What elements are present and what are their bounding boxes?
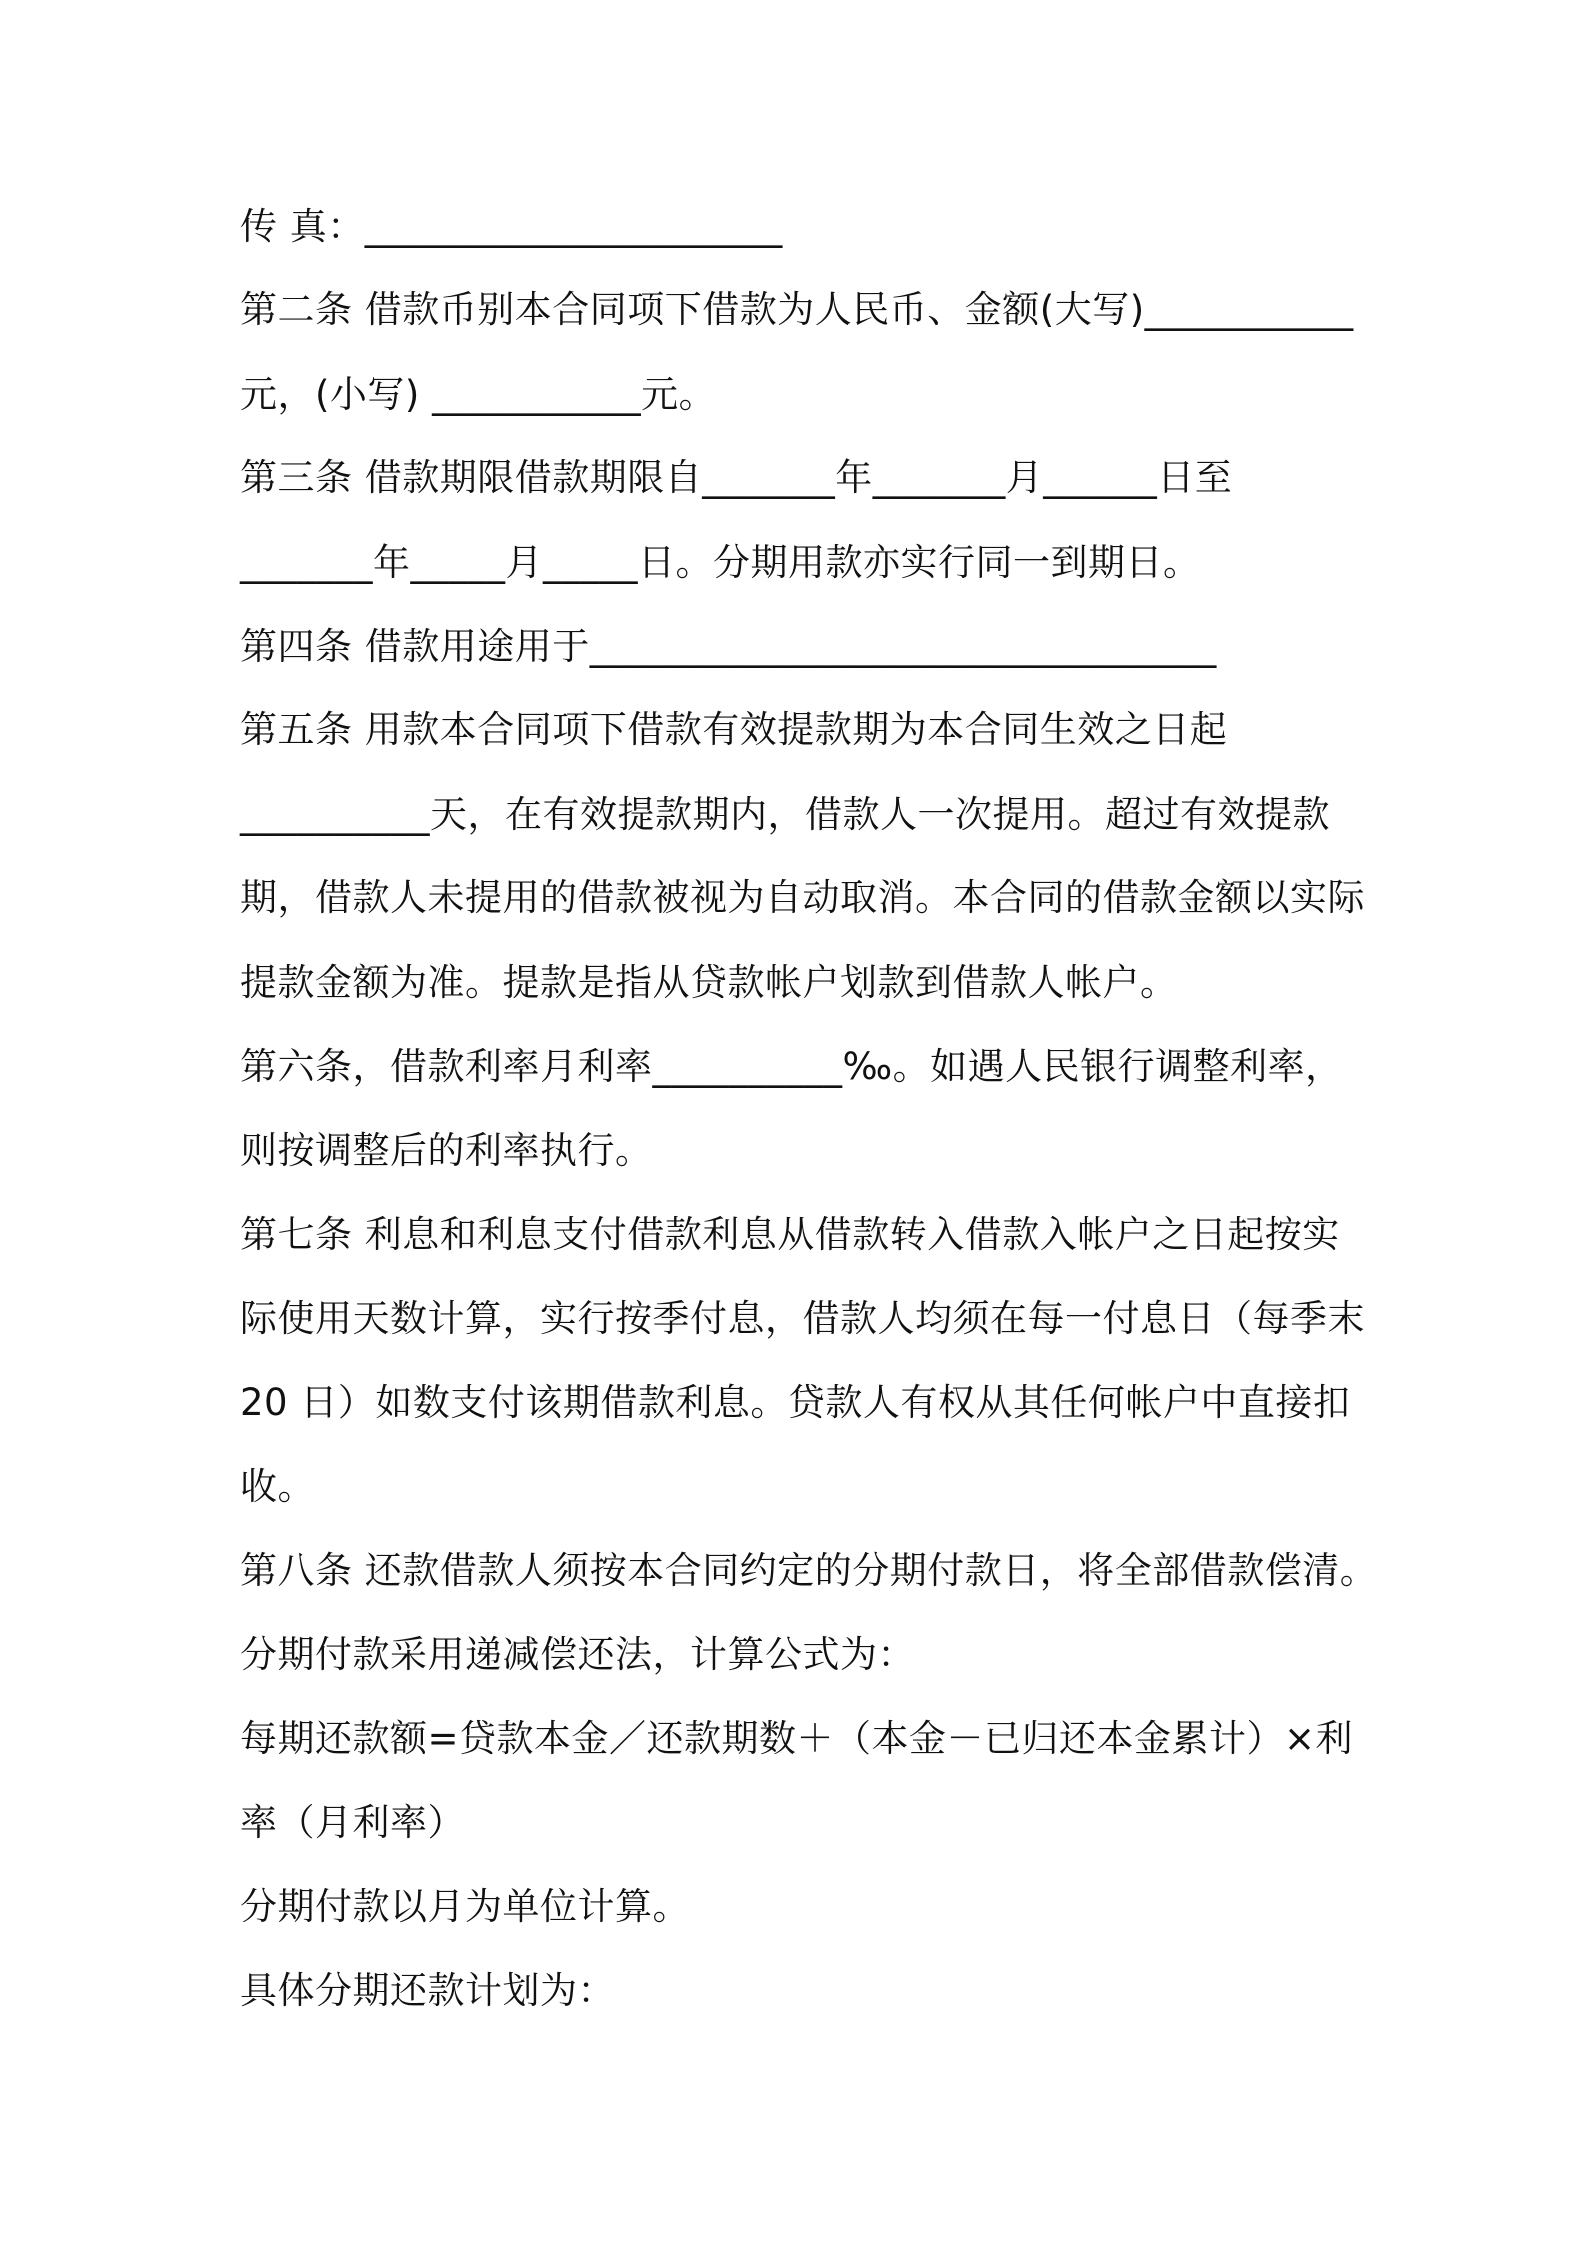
article-3-line-1: 第三条 借款期限借款期限自_______年_______月______日至 — [240, 456, 1233, 499]
article-8-line-2: 分期付款采用递减偿还法，计算公式为： — [240, 1633, 915, 1676]
article-7-line-4: 收。 — [240, 1465, 315, 1508]
article-7-line-2: 际使用天数计算，实行按季付息，借款人均须在每一付息日（每季末 — [240, 1297, 1365, 1340]
article-6-line-1: 第六条，借款利率月利率__________‰。如遇人民银行调整利率， — [240, 1045, 1343, 1088]
article-5-line-2: __________天，在有效提款期内，借款人一次提用。超过有效提款 — [240, 793, 1330, 836]
article-5-line-1: 第五条 用款本合同项下借款有效提款期为本合同生效之日起 — [240, 708, 1228, 751]
formula-line-1: 每期还款额=贷款本金／还款期数＋（本金－已归还本金累计）×利 — [240, 1717, 1354, 1760]
article-4-line: 第四条 借款用途用于_________________________________ — [240, 625, 1217, 668]
article-2-line-1: 第二条 借款币别本合同项下借款为人民币、金额(大写)___________ — [240, 288, 1354, 331]
article-6-line-2: 则按调整后的利率执行。 — [240, 1129, 653, 1172]
repayment-plan-line: 具体分期还款计划为： — [240, 1969, 615, 2012]
fax-line: 传 真：______________________ — [240, 205, 783, 248]
article-5-line-3: 期，借款人未提用的借款被视为自动取消。本合同的借款金额以实际 — [240, 876, 1365, 919]
article-7-line-1: 第七条 利息和利息支付借款利息从借款转入借款入帐户之日起按实 — [240, 1213, 1340, 1256]
article-8-line-1: 第八条 还款借款人须按本合同约定的分期付款日，将全部借款偿清。 — [240, 1549, 1378, 1592]
article-2-line-2: 元，(小写) ___________元。 — [240, 373, 717, 416]
monthly-unit-line: 分期付款以月为单位计算。 — [240, 1885, 690, 1928]
article-5-line-4: 提款金额为准。提款是指从贷款帐户划款到借款人帐户。 — [240, 961, 1178, 1004]
article-3-line-2: _______年_____月_____日。分期用款亦实行同一到期日。 — [240, 541, 1201, 584]
formula-line-2: 率（月利率） — [240, 1801, 465, 1844]
article-7-line-3: 20 日）如数支付该期借款利息。贷款人有权从其任何帐户中直接扣 — [240, 1381, 1351, 1424]
